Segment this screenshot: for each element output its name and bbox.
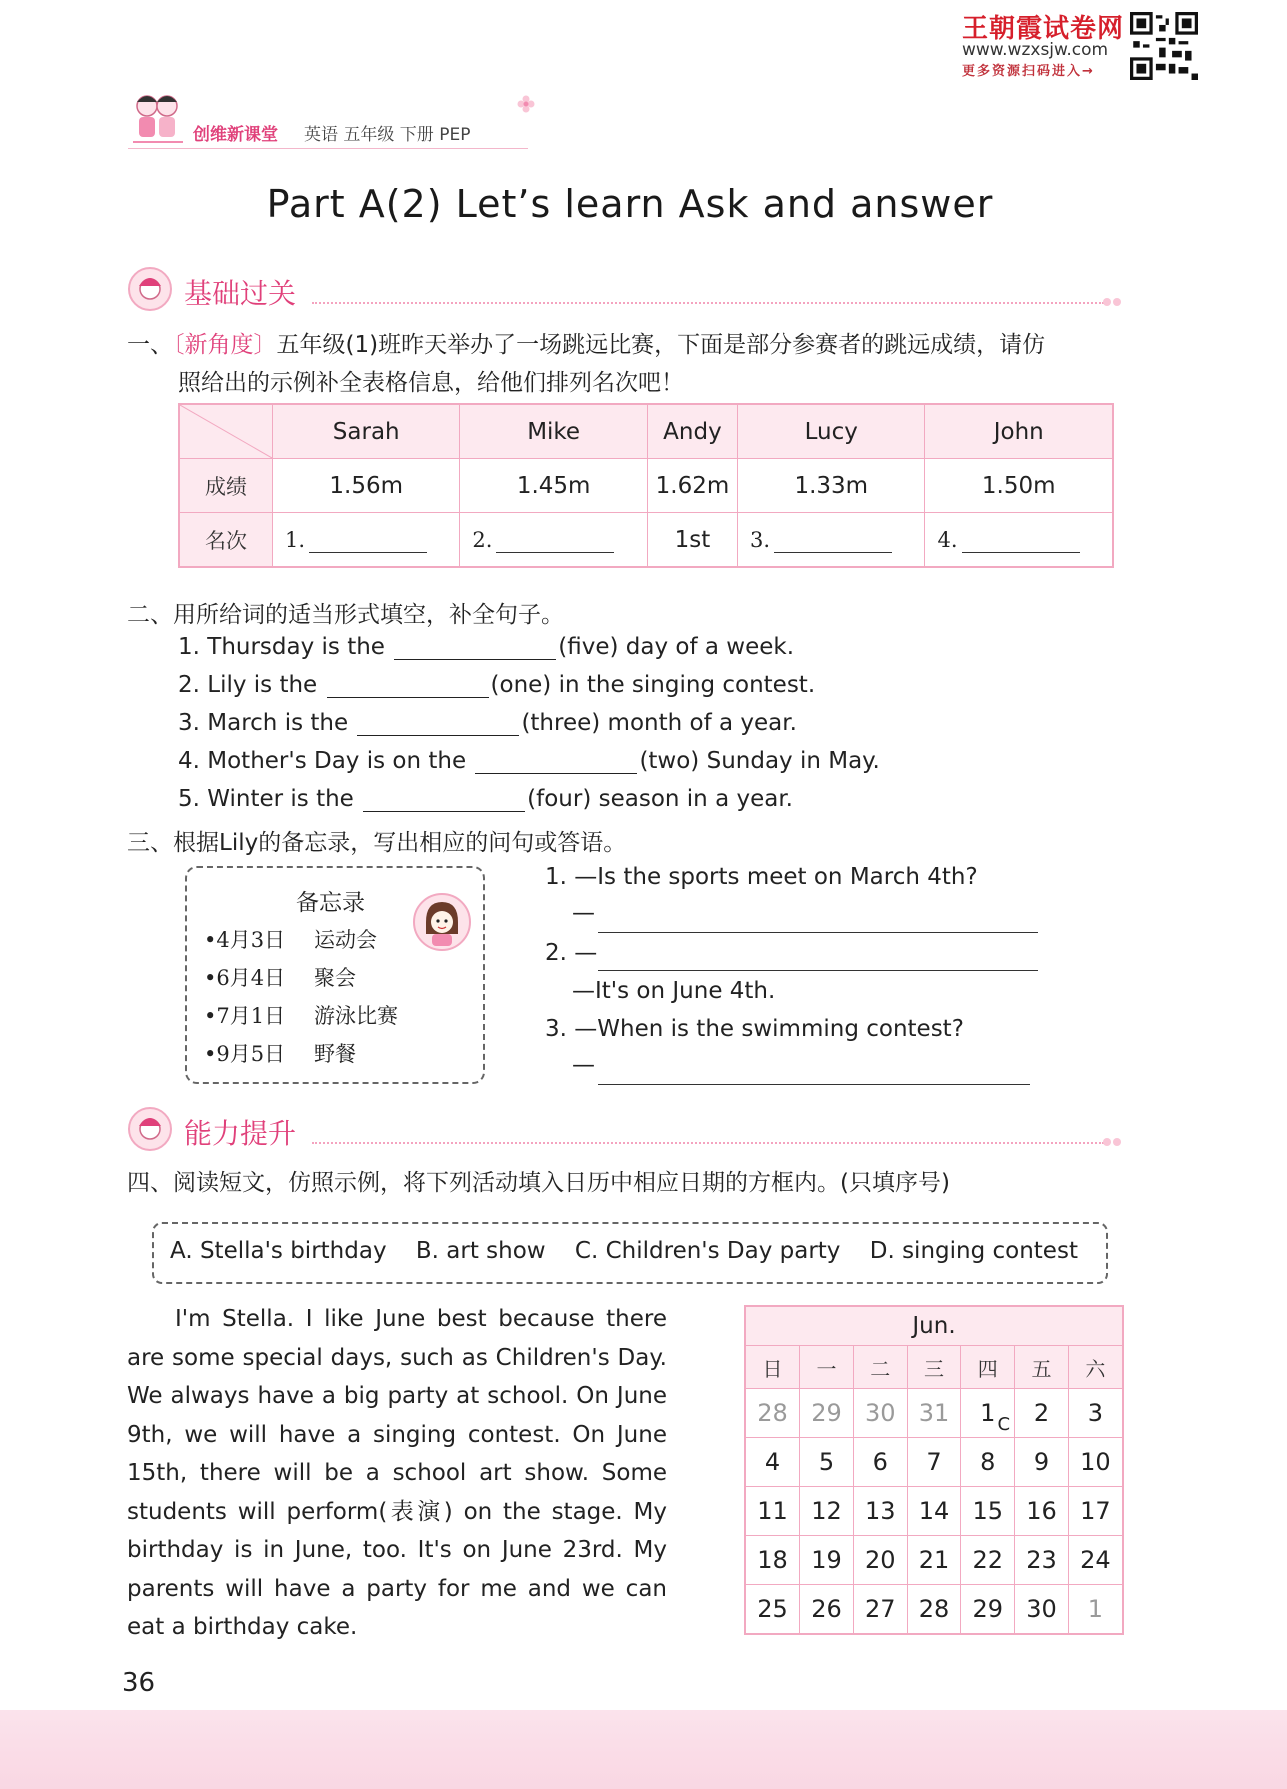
item-text: Lily is the	[207, 672, 318, 698]
day-number: 11	[757, 1497, 788, 1525]
kids-logo-icon	[127, 88, 187, 148]
item-text: (two) Sunday in May.	[639, 748, 880, 774]
calendar-day[interactable]	[853, 1487, 907, 1536]
option-b: B. art show	[415, 1238, 546, 1264]
weekday: 日	[745, 1346, 800, 1389]
day-number: 18	[757, 1546, 788, 1574]
answer-dash: —	[572, 1052, 595, 1078]
example-answer: C	[997, 1414, 1011, 1435]
book-info: 英语 五年级 下册 PEP	[304, 125, 471, 145]
q1-line1	[127, 326, 1045, 359]
rank-answer-3[interactable]	[738, 513, 925, 568]
section-divider	[312, 302, 1104, 304]
item-text: (three) month of a year.	[521, 710, 797, 736]
item-text: —When is the swimming contest?	[574, 1016, 964, 1042]
calendar-day[interactable]	[1015, 1389, 1069, 1438]
calendar-month: Jun.	[745, 1306, 1123, 1346]
calendar-day[interactable]	[961, 1536, 1015, 1585]
day-number: 13	[864, 1497, 896, 1525]
memo-date: •7月1日	[204, 1004, 286, 1028]
weekday: 六	[1068, 1346, 1123, 1389]
memo-event: 聚会	[314, 966, 356, 990]
day-number: 24	[1080, 1546, 1111, 1574]
item-text: —Is the sports meet on March 4th?	[574, 864, 978, 890]
calendar-day[interactable]	[745, 1536, 800, 1585]
item-text: (four) season in a year.	[527, 786, 793, 812]
day-number: 27	[864, 1595, 896, 1623]
q3-heading: 三、根据Lily的备忘录，写出相应的问句或答语。	[127, 830, 627, 856]
option-a: A. Stella's birthday	[170, 1238, 387, 1264]
answer-line[interactable]	[598, 970, 1038, 971]
day-number: 6	[872, 1448, 888, 1476]
girl-icon	[127, 266, 173, 312]
memo-date: •6月4日	[204, 966, 286, 990]
answer-blank[interactable]	[496, 534, 614, 553]
item-text: Mother's Day is on the	[207, 748, 467, 774]
day-number: 16	[1026, 1497, 1057, 1525]
calendar-day[interactable]	[1015, 1585, 1069, 1635]
weekday: 五	[1015, 1346, 1069, 1389]
calendar-day[interactable]	[800, 1536, 854, 1585]
calendar-day[interactable]	[800, 1585, 854, 1635]
calendar-day[interactable]	[800, 1487, 854, 1536]
memo-date: •4月3日	[204, 928, 286, 952]
item-text: —	[574, 940, 598, 966]
q2-item-3	[178, 710, 797, 736]
calendar-day[interactable]	[907, 1487, 961, 1536]
calendar-day[interactable]	[1068, 1389, 1123, 1438]
item-text: Winter is the	[207, 786, 354, 812]
memo-title: 备忘录	[296, 890, 365, 916]
memo-event: 运动会	[314, 928, 377, 952]
name-john: John	[925, 404, 1113, 459]
item-number: 1.	[545, 864, 567, 890]
day-number: 10	[1080, 1448, 1111, 1476]
answer-blank[interactable]	[962, 534, 1080, 553]
options-list	[170, 1238, 1100, 1264]
score-label: 成绩	[179, 459, 273, 513]
item-text: Thursday is the	[207, 634, 385, 660]
day-number: 2	[1033, 1399, 1050, 1427]
score-cell: 1.50m	[925, 459, 1113, 513]
q3-item-1-question	[545, 864, 978, 890]
day-number: 19	[811, 1546, 842, 1574]
calendar-day	[1068, 1585, 1123, 1635]
flower-icon	[516, 94, 536, 114]
option-c: C. Children's Day party	[574, 1238, 841, 1264]
q1-number: 一、	[127, 332, 173, 358]
dots-icon	[1102, 1136, 1124, 1148]
score-cell: 1.33m	[738, 459, 925, 513]
answer-blank[interactable]	[774, 534, 892, 553]
brand-url[interactable]: www.wzxsjw.com	[962, 40, 1109, 60]
passage-text: I'm Stella. I like June best because there are some special days, such as Children's Day. We always have a big party at school. On June 9th, we will have a singing contest. On June 15th, there will be a school art show. Some students will perform(表演) on the stage. My birthday is in June, too. It's on June 23rd. My parents will have a party for me and we can eat a birthday cake.	[127, 1306, 667, 1640]
rank-answer-1[interactable]	[273, 513, 460, 568]
calendar-day[interactable]	[1068, 1487, 1123, 1536]
rank-num: 4.	[937, 527, 958, 552]
calendar-day[interactable]	[1068, 1536, 1123, 1585]
day-number: 30	[864, 1399, 896, 1427]
day-number: 4	[764, 1448, 781, 1476]
q2-item-4	[178, 748, 880, 774]
calendar-day[interactable]	[907, 1438, 961, 1487]
score-cell: 1.62m	[647, 459, 737, 513]
calendar-day[interactable]	[961, 1487, 1015, 1536]
q3-item-2-question	[545, 940, 597, 966]
answer-blank[interactable]	[309, 534, 427, 553]
item-text: (one) in the singing contest.	[490, 672, 816, 698]
dots-icon	[1102, 296, 1124, 308]
item-number: 2.	[178, 672, 200, 698]
calendar-day[interactable]	[961, 1585, 1015, 1635]
day-number: 30	[1026, 1595, 1057, 1623]
answer-blank[interactable]	[394, 637, 556, 660]
day-number: 31	[918, 1399, 950, 1427]
day-number: 25	[757, 1595, 788, 1623]
day-number: 28	[757, 1399, 788, 1427]
day-number: 28	[918, 1595, 950, 1623]
memo-date: •9月5日	[204, 1042, 286, 1066]
q3-item-2-answer: —It's on June 4th.	[572, 978, 776, 1004]
day-number: 12	[811, 1497, 842, 1525]
memo-event: 游泳比赛	[314, 1004, 398, 1028]
calendar-day[interactable]	[1015, 1487, 1069, 1536]
calendar-day[interactable]	[1015, 1536, 1069, 1585]
answer-line[interactable]	[598, 1084, 1030, 1085]
calendar-day	[745, 1389, 800, 1438]
q1-text-2: 照给出的示例补全表格信息，给他们排列名次吧！	[178, 370, 684, 396]
rank-num: 3.	[750, 527, 771, 552]
section-advanced-title: 能力提升	[184, 1117, 297, 1150]
calendar-day[interactable]	[961, 1389, 1015, 1438]
calendar-day[interactable]	[1015, 1438, 1069, 1487]
memo-item	[204, 1000, 398, 1030]
rank-answer-4[interactable]	[925, 513, 1113, 568]
qr-code-icon[interactable]	[1130, 12, 1198, 80]
girl-avatar-icon	[412, 892, 472, 952]
day-number: 3	[1087, 1399, 1104, 1427]
weekday: 三	[907, 1346, 961, 1389]
page-number: 36	[122, 1668, 156, 1698]
item-number: 3.	[178, 710, 200, 736]
weekday: 一	[800, 1346, 854, 1389]
q1-tag: 〔新角度〕	[173, 332, 277, 358]
memo-item	[204, 1038, 356, 1068]
header-divider	[128, 148, 528, 149]
day-number: 21	[918, 1546, 950, 1574]
answer-blank[interactable]	[475, 751, 637, 774]
answer-blank[interactable]	[363, 789, 525, 812]
calendar-day[interactable]	[745, 1438, 800, 1487]
calendar-day[interactable]	[961, 1438, 1015, 1487]
jump-results-table	[178, 403, 1114, 568]
day-number: 14	[918, 1497, 950, 1525]
section-basic-title: 基础过关	[184, 277, 297, 310]
q2-item-1	[178, 634, 794, 660]
calendar-day[interactable]	[853, 1438, 907, 1487]
name-lucy: Lucy	[738, 404, 925, 459]
score-cell: 1.45m	[460, 459, 647, 513]
day-number: 26	[811, 1595, 842, 1623]
rank-num: 2.	[472, 527, 493, 552]
weekday: 四	[961, 1346, 1015, 1389]
calendar-day[interactable]	[853, 1585, 907, 1635]
score-cell: 1.56m	[273, 459, 460, 513]
day-number: 9	[1033, 1448, 1050, 1476]
calendar-day[interactable]	[853, 1536, 907, 1585]
memo-item	[204, 924, 377, 954]
item-text: March is the	[207, 710, 349, 736]
item-number: 4.	[178, 748, 200, 774]
calendar-day	[800, 1389, 854, 1438]
item-number: 5.	[178, 786, 200, 812]
calendar-day	[853, 1389, 907, 1438]
day-number: 29	[972, 1595, 1003, 1623]
day-number: 20	[864, 1546, 896, 1574]
calendar-day[interactable]	[1068, 1438, 1123, 1487]
table-corner	[179, 404, 273, 459]
option-d: D. singing contest	[869, 1238, 1078, 1264]
series-name: 创维新课堂	[193, 125, 278, 145]
name-sarah: Sarah	[273, 404, 460, 459]
q1-text-1: 五年级(1)班昨天举办了一场跳远比赛，下面是部分参赛者的跳远成绩，请仿	[276, 332, 1046, 358]
day-number: 1	[1087, 1595, 1104, 1623]
memo-event: 野餐	[314, 1042, 356, 1066]
day-number: 29	[811, 1399, 842, 1427]
day-number: 15	[972, 1497, 1003, 1525]
brand-hint: 更多资源扫码进入→	[962, 64, 1095, 79]
day-number: 5	[818, 1448, 835, 1476]
weekday: 二	[853, 1346, 907, 1389]
corner-diagonal	[180, 405, 272, 458]
calendar-day[interactable]	[800, 1438, 854, 1487]
item-number: 3.	[545, 1016, 567, 1042]
memo-item	[204, 962, 356, 992]
calendar-day[interactable]	[907, 1536, 961, 1585]
answer-blank[interactable]	[357, 713, 519, 736]
section-divider	[312, 1142, 1104, 1144]
girl-icon	[127, 1106, 173, 1152]
june-calendar	[744, 1305, 1124, 1635]
rank-label: 名次	[179, 513, 273, 568]
day-number: 17	[1080, 1497, 1111, 1525]
name-mike: Mike	[460, 404, 647, 459]
day-number: 22	[972, 1546, 1003, 1574]
item-number: 2.	[545, 940, 567, 966]
name-andy: Andy	[647, 404, 737, 459]
q2-heading: 二、用所给词的适当形式填空，补全句子。	[127, 602, 564, 628]
brand-name: 王朝霞试卷网	[962, 14, 1125, 44]
q2-item-2	[178, 672, 815, 698]
day-number: 23	[1026, 1546, 1057, 1574]
day-number: 7	[926, 1448, 942, 1476]
day-number: 8	[980, 1448, 996, 1476]
q2-item-5	[178, 786, 793, 812]
calendar-day[interactable]	[907, 1585, 961, 1635]
reading-passage	[127, 1300, 667, 1647]
calendar-day	[907, 1389, 961, 1438]
footer-band	[0, 1710, 1287, 1789]
answer-line[interactable]	[598, 932, 1038, 933]
q4-heading: 四、阅读短文，仿照示例，将下列活动填入日历中相应日期的方框内。(只填序号)	[127, 1170, 950, 1196]
item-text: (five) day of a week.	[558, 634, 795, 660]
calendar-day[interactable]	[745, 1585, 800, 1635]
rank-example: 1st	[647, 513, 737, 568]
answer-blank[interactable]	[327, 675, 489, 698]
answer-dash: —	[572, 900, 595, 926]
item-number: 1.	[178, 634, 200, 660]
rank-answer-2[interactable]	[460, 513, 647, 568]
q3-item-3-question	[545, 1016, 964, 1042]
calendar-day[interactable]	[745, 1487, 800, 1536]
day-number: 1	[980, 1399, 996, 1427]
rank-num: 1.	[285, 527, 306, 552]
page-title: Part A(2) Let’s learn Ask and answer	[266, 182, 994, 226]
